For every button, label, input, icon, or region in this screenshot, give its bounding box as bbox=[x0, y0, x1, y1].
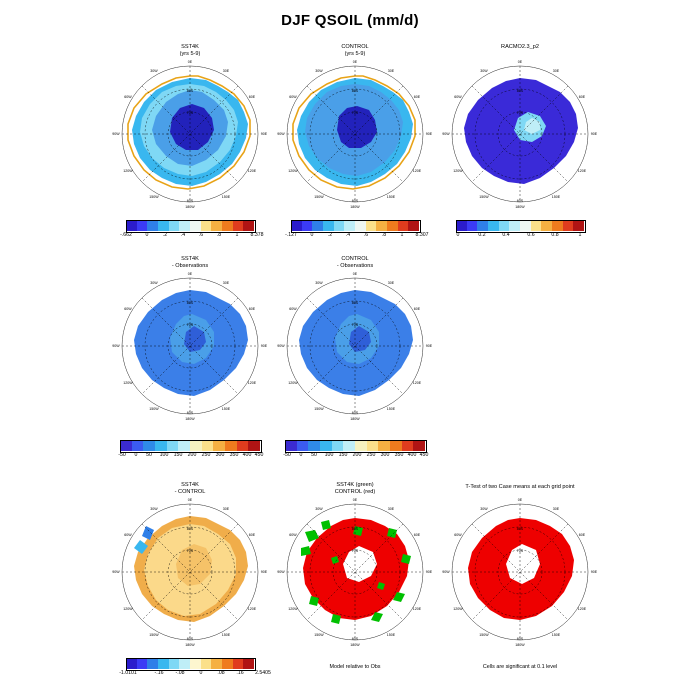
tick: .6 bbox=[363, 232, 369, 238]
svg-text:60S: 60S bbox=[186, 411, 194, 415]
tick: 350 bbox=[394, 452, 404, 458]
tick: .4 bbox=[345, 232, 351, 238]
tick: .8 bbox=[381, 232, 387, 238]
tick: 100 bbox=[159, 452, 169, 458]
colorbar-racmo bbox=[456, 220, 584, 231]
svg-text:0E: 0E bbox=[352, 60, 358, 64]
polar-map-svg bbox=[106, 58, 274, 210]
svg-text:80S: 80S bbox=[516, 527, 524, 531]
svg-text:70S: 70S bbox=[516, 111, 524, 115]
tick: 0.6 bbox=[527, 232, 535, 238]
svg-text:150E: 150E bbox=[221, 633, 231, 637]
tick: 150 bbox=[173, 452, 183, 458]
svg-text:30W: 30W bbox=[315, 281, 323, 285]
colorbar-ticks-racmo bbox=[456, 232, 584, 241]
tick: 8.378 bbox=[250, 232, 264, 238]
svg-text:120W: 120W bbox=[123, 169, 133, 173]
svg-text:90E: 90E bbox=[260, 132, 268, 136]
svg-text:90E: 90E bbox=[260, 570, 268, 574]
svg-text:60W: 60W bbox=[124, 95, 132, 99]
tick: 1 bbox=[235, 232, 239, 238]
svg-text:30E: 30E bbox=[222, 507, 230, 511]
svg-text:0E: 0E bbox=[187, 272, 193, 276]
svg-text:60W: 60W bbox=[124, 307, 132, 311]
svg-text:60W: 60W bbox=[289, 95, 297, 99]
tick: -.16 bbox=[154, 670, 164, 676]
svg-text:90W: 90W bbox=[112, 132, 120, 136]
colorbar-ticks-sst4k bbox=[120, 232, 264, 241]
colorbar-sst4k-obs bbox=[120, 440, 260, 451]
svg-text:0E: 0E bbox=[187, 60, 193, 64]
svg-text:30W: 30W bbox=[150, 507, 158, 511]
tick: .8 bbox=[216, 232, 222, 238]
svg-text:180W: 180W bbox=[350, 417, 360, 421]
svg-text:30E: 30E bbox=[387, 507, 395, 511]
panel-title-racmo: RACMO2.3_p2 bbox=[501, 44, 539, 50]
svg-text:0E: 0E bbox=[517, 60, 523, 64]
svg-text:70S: 70S bbox=[351, 549, 359, 553]
svg-text:0E: 0E bbox=[352, 272, 358, 276]
svg-text:30E: 30E bbox=[387, 281, 395, 285]
panel-racmo bbox=[436, 44, 604, 244]
svg-text:120E: 120E bbox=[247, 381, 257, 385]
svg-text:120W: 120W bbox=[453, 607, 463, 611]
svg-text:120E: 120E bbox=[247, 169, 257, 173]
svg-text:90E: 90E bbox=[425, 570, 433, 574]
svg-text:70S: 70S bbox=[516, 549, 524, 553]
svg-text:180W: 180W bbox=[515, 643, 525, 647]
panel-title-control: CONTROL (yrs 5-9) bbox=[341, 44, 369, 57]
svg-text:60S: 60S bbox=[351, 411, 359, 415]
tick: 1 bbox=[578, 232, 582, 238]
svg-text:90W: 90W bbox=[112, 344, 120, 348]
panel-sst4k-obs bbox=[106, 256, 274, 476]
polar-map-svg bbox=[436, 58, 604, 210]
tick: 0 bbox=[199, 670, 203, 676]
tick: .6 bbox=[198, 232, 204, 238]
svg-text:60S: 60S bbox=[516, 199, 524, 203]
svg-text:150E: 150E bbox=[551, 195, 561, 199]
tick: 450 bbox=[254, 452, 264, 458]
svg-text:60E: 60E bbox=[248, 533, 256, 537]
svg-text:150E: 150E bbox=[386, 195, 396, 199]
tick: 300 bbox=[380, 452, 390, 458]
colorbar-ticks-control bbox=[285, 232, 429, 241]
svg-text:70S: 70S bbox=[186, 549, 194, 553]
svg-text:90W: 90W bbox=[442, 570, 450, 574]
tick: 400 bbox=[407, 452, 417, 458]
tick: 0.8 bbox=[551, 232, 559, 238]
svg-text:90E: 90E bbox=[590, 570, 598, 574]
svg-text:60E: 60E bbox=[578, 95, 586, 99]
note-model-vs-obs: Model relative to Obs bbox=[329, 664, 381, 670]
tick: .08 bbox=[217, 670, 225, 676]
svg-text:30W: 30W bbox=[150, 69, 158, 73]
svg-text:60W: 60W bbox=[454, 95, 462, 99]
map-ttest bbox=[436, 496, 604, 648]
tick: 200 bbox=[352, 452, 362, 458]
polar-map-svg bbox=[271, 496, 439, 648]
svg-text:180W: 180W bbox=[350, 643, 360, 647]
tick: -50 bbox=[118, 452, 126, 458]
polar-map-svg bbox=[106, 270, 274, 422]
svg-text:150W: 150W bbox=[149, 633, 159, 637]
panel-title-sst4k-obs: SST4K - Observations bbox=[171, 256, 209, 269]
tick: 50 bbox=[311, 452, 317, 458]
tick: 250 bbox=[366, 452, 376, 458]
svg-text:180W: 180W bbox=[350, 205, 360, 209]
svg-text:120E: 120E bbox=[412, 607, 422, 611]
map-control bbox=[271, 58, 439, 210]
panel-model-vs-obs bbox=[271, 482, 439, 692]
polar-map-svg bbox=[271, 270, 439, 422]
svg-text:150W: 150W bbox=[314, 195, 324, 199]
svg-text:150E: 150E bbox=[221, 407, 231, 411]
map-sst4k-obs bbox=[106, 270, 274, 422]
svg-text:150W: 150W bbox=[314, 633, 324, 637]
svg-text:60E: 60E bbox=[248, 95, 256, 99]
tick: 450 bbox=[419, 452, 429, 458]
svg-text:120E: 120E bbox=[412, 381, 422, 385]
page-title: DJF QSOIL (mm/d) bbox=[281, 12, 419, 29]
svg-text:180W: 180W bbox=[515, 205, 525, 209]
svg-text:180W: 180W bbox=[185, 417, 195, 421]
tick: -.08 bbox=[175, 670, 185, 676]
polar-map-svg bbox=[436, 496, 604, 648]
tick: 150 bbox=[338, 452, 348, 458]
tick: .2 bbox=[327, 232, 333, 238]
tick: 200 bbox=[187, 452, 197, 458]
svg-text:30W: 30W bbox=[315, 69, 323, 73]
panel-title-sst4k-minus-control: SST4K - CONTROL bbox=[174, 482, 206, 495]
tick: 100 bbox=[324, 452, 334, 458]
map-racmo bbox=[436, 58, 604, 210]
tick: 0.4 bbox=[502, 232, 510, 238]
tick: 1 bbox=[400, 232, 404, 238]
panel-title-control-obs: CONTROL - Observations bbox=[336, 256, 374, 269]
map-sst4k-minus-control bbox=[106, 496, 274, 648]
tick: 0 bbox=[299, 452, 303, 458]
svg-text:120W: 120W bbox=[288, 607, 298, 611]
svg-text:90E: 90E bbox=[425, 344, 433, 348]
svg-text:90E: 90E bbox=[260, 344, 268, 348]
svg-text:30E: 30E bbox=[552, 69, 560, 73]
tick: 350 bbox=[229, 452, 239, 458]
svg-text:30E: 30E bbox=[222, 69, 230, 73]
svg-text:30E: 30E bbox=[387, 69, 395, 73]
svg-text:90W: 90W bbox=[277, 132, 285, 136]
svg-text:60S: 60S bbox=[516, 637, 524, 641]
tick: 0 bbox=[134, 452, 138, 458]
svg-text:90W: 90W bbox=[112, 570, 120, 574]
svg-text:30W: 30W bbox=[480, 507, 488, 511]
colorbar-ticks-sst4k-minus-control bbox=[119, 670, 271, 679]
svg-text:90E: 90E bbox=[425, 132, 433, 136]
svg-text:0E: 0E bbox=[352, 498, 358, 502]
svg-text:150E: 150E bbox=[386, 633, 396, 637]
svg-text:150W: 150W bbox=[149, 407, 159, 411]
colorbar-ticks-sst4k-obs bbox=[118, 452, 264, 461]
svg-text:70S: 70S bbox=[186, 323, 194, 327]
svg-text:150E: 150E bbox=[386, 407, 396, 411]
svg-text:150W: 150W bbox=[479, 633, 489, 637]
svg-text:30W: 30W bbox=[150, 281, 158, 285]
svg-text:80S: 80S bbox=[186, 527, 194, 531]
svg-text:120W: 120W bbox=[123, 381, 133, 385]
note-ttest: Cells are significant at 0.1 level bbox=[482, 664, 558, 670]
tick: 0 bbox=[310, 232, 314, 238]
svg-text:90W: 90W bbox=[277, 344, 285, 348]
svg-text:60E: 60E bbox=[413, 95, 421, 99]
polar-map-svg bbox=[106, 496, 274, 648]
colorbar-sst4k-minus-control bbox=[126, 658, 254, 669]
svg-text:150W: 150W bbox=[479, 195, 489, 199]
svg-text:80S: 80S bbox=[186, 301, 194, 305]
svg-text:120E: 120E bbox=[247, 607, 257, 611]
panel-title-ttest: T-Test of two Case means at each grid point bbox=[465, 484, 575, 490]
svg-text:80S: 80S bbox=[351, 89, 359, 93]
svg-text:0E: 0E bbox=[517, 498, 523, 502]
map-sst4k bbox=[106, 58, 274, 210]
svg-text:60W: 60W bbox=[124, 533, 132, 537]
svg-text:150E: 150E bbox=[551, 633, 561, 637]
svg-text:60W: 60W bbox=[289, 307, 297, 311]
svg-text:120W: 120W bbox=[288, 381, 298, 385]
svg-text:60S: 60S bbox=[186, 637, 194, 641]
svg-text:80S: 80S bbox=[186, 89, 194, 93]
panel-control-obs bbox=[271, 256, 439, 476]
svg-text:30W: 30W bbox=[480, 69, 488, 73]
svg-text:120E: 120E bbox=[577, 607, 587, 611]
svg-text:120E: 120E bbox=[412, 169, 422, 173]
tick: .2 bbox=[162, 232, 168, 238]
svg-text:70S: 70S bbox=[186, 111, 194, 115]
tick: 400 bbox=[242, 452, 252, 458]
svg-text:120E: 120E bbox=[577, 169, 587, 173]
svg-text:80S: 80S bbox=[351, 527, 359, 531]
colorbar-sst4k bbox=[126, 220, 254, 231]
svg-text:180W: 180W bbox=[185, 643, 195, 647]
svg-text:120W: 120W bbox=[453, 169, 463, 173]
svg-text:60E: 60E bbox=[248, 307, 256, 311]
svg-text:60E: 60E bbox=[413, 533, 421, 537]
colorbar-control-obs bbox=[285, 440, 425, 451]
svg-text:70S: 70S bbox=[351, 111, 359, 115]
panel-ttest bbox=[436, 482, 604, 692]
svg-text:60S: 60S bbox=[351, 199, 359, 203]
tick: -50 bbox=[283, 452, 291, 458]
tick: 300 bbox=[215, 452, 225, 458]
tick: -1.0101 bbox=[119, 670, 137, 676]
svg-text:30E: 30E bbox=[222, 281, 230, 285]
tick: -.127 bbox=[285, 232, 297, 238]
panel-sst4k bbox=[106, 44, 274, 244]
svg-text:120W: 120W bbox=[288, 169, 298, 173]
svg-text:80S: 80S bbox=[351, 301, 359, 305]
svg-text:70S: 70S bbox=[351, 323, 359, 327]
tick: .16 bbox=[236, 670, 244, 676]
map-model-vs-obs bbox=[271, 496, 439, 648]
tick: 50 bbox=[146, 452, 152, 458]
panel-sst4k-minus-control bbox=[106, 482, 274, 692]
svg-text:30E: 30E bbox=[552, 507, 560, 511]
svg-text:90E: 90E bbox=[590, 132, 598, 136]
polar-map-svg bbox=[271, 58, 439, 210]
tick: 0 bbox=[456, 232, 460, 238]
svg-text:150W: 150W bbox=[314, 407, 324, 411]
svg-text:80S: 80S bbox=[516, 89, 524, 93]
tick: -.662 bbox=[120, 232, 132, 238]
tick: 8.307 bbox=[415, 232, 429, 238]
svg-text:30W: 30W bbox=[315, 507, 323, 511]
svg-text:120W: 120W bbox=[123, 607, 133, 611]
svg-text:90W: 90W bbox=[277, 570, 285, 574]
tick: 250 bbox=[201, 452, 211, 458]
svg-text:90W: 90W bbox=[442, 132, 450, 136]
colorbar-control bbox=[291, 220, 419, 231]
svg-text:60S: 60S bbox=[186, 199, 194, 203]
panel-control bbox=[271, 44, 439, 244]
svg-text:60W: 60W bbox=[289, 533, 297, 537]
panel-title-sst4k: SST4K (yrs 5-9) bbox=[179, 44, 201, 57]
tick: 0.2 bbox=[478, 232, 486, 238]
panel-title-model-vs-obs: SST4K (green) CONTROL (red) bbox=[334, 482, 376, 495]
map-control-obs bbox=[271, 270, 439, 422]
svg-text:60W: 60W bbox=[454, 533, 462, 537]
colorbar-ticks-control-obs bbox=[283, 452, 429, 461]
tick: 0 bbox=[145, 232, 149, 238]
svg-text:150W: 150W bbox=[149, 195, 159, 199]
svg-text:0E: 0E bbox=[187, 498, 193, 502]
tick: 2.5405 bbox=[255, 670, 271, 676]
svg-text:180W: 180W bbox=[185, 205, 195, 209]
svg-text:60E: 60E bbox=[578, 533, 586, 537]
svg-text:60E: 60E bbox=[413, 307, 421, 311]
svg-text:150E: 150E bbox=[221, 195, 231, 199]
svg-text:60S: 60S bbox=[351, 637, 359, 641]
tick: .4 bbox=[180, 232, 186, 238]
